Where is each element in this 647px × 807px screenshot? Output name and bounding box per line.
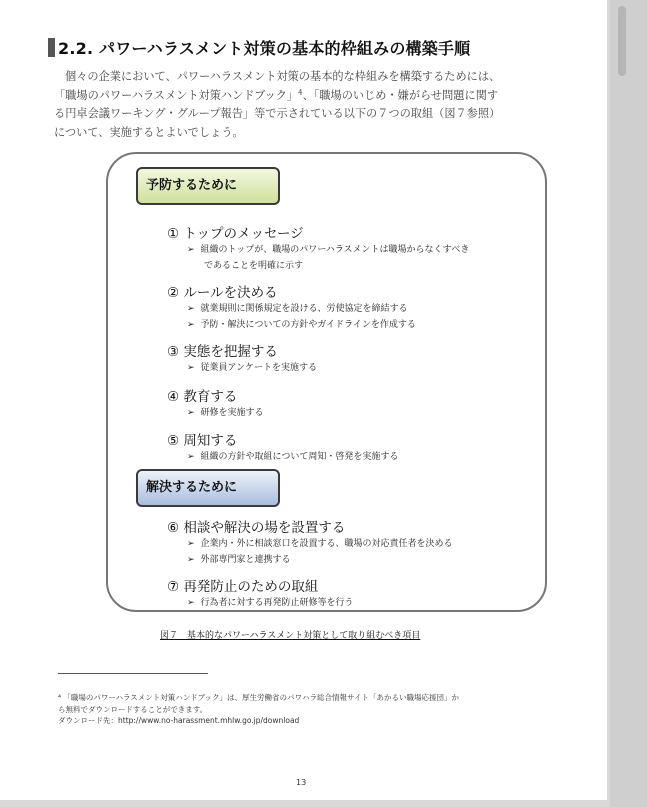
item-2-bullet-2: ➢ 予防・解決についての方針やガイドラインを作成する <box>187 320 416 330</box>
intro-line-4: について、実施するとよいでしょう。 <box>54 125 244 139</box>
intro-line-3: る円卓会議ワーキング・グループ報告」等で示されている以下の７つの取組（図７参照） <box>54 107 501 120</box>
item-title-1: ① トップのメッセージ <box>167 226 304 242</box>
arrow-bullet-icon: ➢ <box>187 320 195 330</box>
item-1-bullet-1-continuation: であることを明確に示す <box>204 261 304 271</box>
item-title-5: ⑤ 周知する <box>167 433 238 449</box>
item-7-bullet-1: ➢ 行為者に対する再発防止研修等を行う <box>187 598 354 608</box>
item-5-bullet-1: ➢ 組織の方針や取組について周知・啓発を実施する <box>187 452 399 462</box>
arrow-bullet-icon: ➢ <box>187 245 195 255</box>
item-6-bullet-2: ➢ 外部専門家と連携する <box>187 555 291 565</box>
heading-marker <box>48 38 55 57</box>
arrow-bullet-icon: ➢ <box>187 304 195 314</box>
intro-line-1: 個々の企業において、パワーハラスメント対策の基本的な枠組みを構築するためには、 <box>65 70 501 83</box>
item-1-bullet-1: ➢ 組織のトップが、職場のパワーハラスメントは職場からなくすべき <box>187 245 470 255</box>
item-2-bullet-1: ➢ 就業規則に関係規定を設ける、労使協定を締結する <box>187 304 408 314</box>
section-label-prevent: 予防するために <box>136 167 280 205</box>
arrow-bullet-icon: ➢ <box>187 598 195 608</box>
arrow-bullet-icon: ➢ <box>187 408 195 418</box>
section-label-resolve: 解決するために <box>136 469 280 507</box>
page-number: 13 <box>296 778 307 787</box>
arrow-bullet-icon: ➢ <box>187 363 195 373</box>
item-3-bullet-1: ➢ 従業員アンケートを実施する <box>187 363 318 373</box>
item-title-2: ② ルールを決める <box>167 285 278 301</box>
item-title-7: ⑦ 再発防止のための取組 <box>167 579 319 595</box>
footnote <box>58 692 568 727</box>
arrow-bullet-icon: ➢ <box>187 539 195 549</box>
item-title-6: ⑥ 相談や解決の場を設置する <box>167 520 346 536</box>
intro-paragraph <box>54 68 564 142</box>
item-6-bullet-1: ➢ 企業内・外に相談窓口を設置する、職場の対応責任者を決める <box>187 539 453 549</box>
footnote-line-1: ⁴ 「職場のパワーハラスメント対策ハンドブック」は、厚生労働省のパワハラ総合情報サイト「あかるい職場応援団」か <box>58 693 460 702</box>
footnote-line-2: ら無料でダウンロードすることができます。 <box>58 704 208 714</box>
item-title-3: ③ 実態を把握する <box>167 344 278 360</box>
intro-line-2a: 「職場のパワーハラスメント対策ハンドブック」 <box>54 88 299 102</box>
item-title-4: ④ 教育する <box>167 389 238 405</box>
footnote-divider <box>58 673 208 674</box>
scrollbar-thumb[interactable] <box>618 6 626 76</box>
intro-line-2 <box>54 87 564 106</box>
footnote-ref[interactable]: 4 <box>298 87 303 96</box>
heading-text: 2.2. パワーハラスメント対策の基本的枠組みの構築手順 <box>58 39 471 58</box>
section-heading <box>48 36 568 60</box>
arrow-bullet-icon: ➢ <box>187 555 195 565</box>
item-4-bullet-1: ➢ 研修を実施する <box>187 408 264 418</box>
scrollbar-track[interactable] <box>610 0 647 807</box>
footnote-line-3[interactable]: ダウンロード先：http://www.no-harassment.mhlw.go.jp/download <box>58 716 300 725</box>
intro-line-2b: 、「職場のいじめ・嫌がらせ問題に関す <box>302 88 499 102</box>
arrow-bullet-icon: ➢ <box>187 452 195 462</box>
figure-caption: 図７ 基本的なパワーハラスメント対策として取り組むべき項目 <box>160 631 421 641</box>
